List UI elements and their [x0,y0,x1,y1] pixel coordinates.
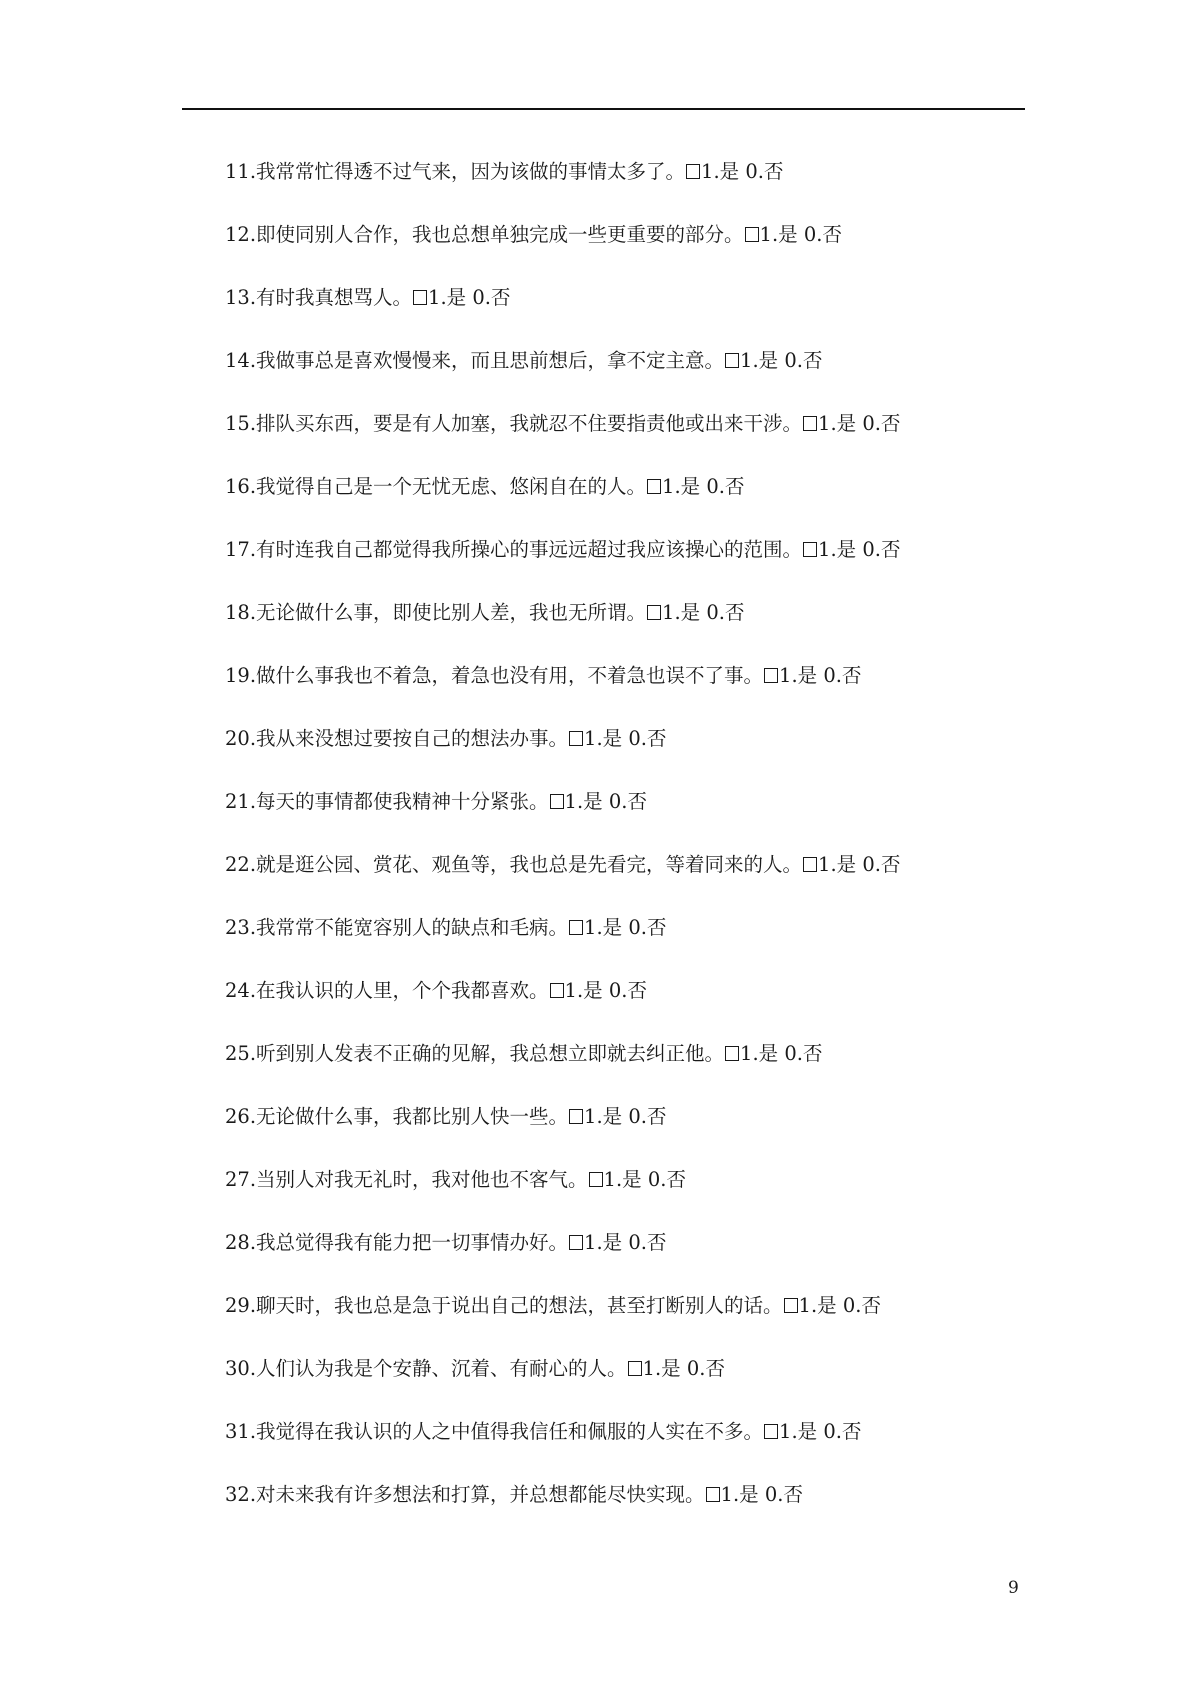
answer-checkbox[interactable] [628,1361,642,1376]
question-text: 我觉得自己是一个无忧无虑、悠闲自在的人。 [256,475,647,498]
answer-checkbox[interactable] [745,227,759,242]
question-item [225,538,1075,601]
option-yes: 1.是 [740,349,779,372]
answer-checkbox[interactable] [569,920,583,935]
question-number: 13. [225,286,257,309]
question-item [225,349,1075,412]
option-no: 0.否 [842,1294,881,1317]
answer-checkbox[interactable] [803,857,817,872]
answer-checkbox[interactable] [686,164,700,179]
question-text: 聊天时，我也总是急于说出自己的想法，甚至打断别人的话。 [256,1294,783,1317]
question-number: 18. [225,601,257,624]
option-yes: 1.是 [584,1231,623,1254]
option-yes: 1.是 [584,916,623,939]
header-rule [182,108,1025,110]
answer-checkbox[interactable] [803,542,817,557]
option-no: 0.否 [608,979,647,1002]
option-no: 0.否 [686,1357,725,1380]
option-yes: 1.是 [662,475,701,498]
option-yes: 1.是 [818,853,857,876]
option-yes: 1.是 [798,1294,837,1317]
question-item [225,853,1075,916]
option-no: 0.否 [862,853,901,876]
option-no: 0.否 [823,664,862,687]
question-text: 当别人对我无礼时，我对他也不客气。 [256,1168,588,1191]
question-text: 即使同别人合作，我也总想单独完成一些更重要的部分。 [256,223,744,246]
question-number: 32. [225,1483,257,1506]
question-item [225,1420,1075,1483]
question-item [225,1294,1075,1357]
page-number: 9 [1008,1578,1019,1598]
option-yes: 1.是 [642,1357,681,1380]
question-text: 排队买东西，要是有人加塞，我就忍不住要指责他或出来干涉。 [256,412,803,435]
question-item [225,1231,1075,1294]
option-no: 0.否 [745,160,784,183]
answer-checkbox[interactable] [569,1109,583,1124]
option-no: 0.否 [803,223,842,246]
question-number: 26. [225,1105,257,1128]
answer-checkbox[interactable] [589,1172,603,1187]
question-number: 11. [225,160,257,183]
answer-checkbox[interactable] [550,983,564,998]
option-no: 0.否 [628,727,667,750]
question-item [225,1105,1075,1168]
answer-checkbox[interactable] [569,731,583,746]
question-item [225,1168,1075,1231]
answer-checkbox[interactable] [784,1298,798,1313]
question-text: 在我认识的人里，个个我都喜欢。 [256,979,549,1002]
question-item [225,601,1075,664]
answer-checkbox[interactable] [725,353,739,368]
question-item [225,664,1075,727]
question-number: 24. [225,979,257,1002]
answer-checkbox[interactable] [803,416,817,431]
option-yes: 1.是 [564,979,603,1002]
question-number: 20. [225,727,257,750]
question-text: 每天的事情都使我精神十分紧张。 [256,790,549,813]
question-number: 30. [225,1357,257,1380]
question-number: 17. [225,538,257,561]
option-no: 0.否 [706,601,745,624]
question-item [225,223,1075,286]
question-text: 我做事总是喜欢慢慢来，而且思前想后，拿不定主意。 [256,349,725,372]
question-text: 对未来我有许多想法和打算，并总想都能尽快实现。 [256,1483,705,1506]
question-number: 29. [225,1294,257,1317]
option-no: 0.否 [628,916,667,939]
question-text: 我总觉得我有能力把一切事情办好。 [256,1231,569,1254]
option-no: 0.否 [628,1105,667,1128]
question-number: 22. [225,853,257,876]
option-no: 0.否 [862,538,901,561]
option-yes: 1.是 [662,601,701,624]
answer-checkbox[interactable] [413,290,427,305]
option-yes: 1.是 [564,790,603,813]
question-item [225,286,1075,349]
question-number: 27. [225,1168,257,1191]
question-text: 有时我真想骂人。 [256,286,413,309]
answer-checkbox[interactable] [647,479,661,494]
answer-checkbox[interactable] [550,794,564,809]
question-text: 我常常不能宽容别人的缺点和毛病。 [256,916,569,939]
question-text: 我常常忙得透不过气来，因为该做的事情太多了。 [256,160,686,183]
option-yes: 1.是 [779,1420,818,1443]
question-item [225,1357,1075,1420]
question-number: 28. [225,1231,257,1254]
question-number: 12. [225,223,257,246]
question-item [225,1483,1075,1546]
option-no: 0.否 [706,475,745,498]
option-no: 0.否 [784,1042,823,1065]
option-yes: 1.是 [603,1168,642,1191]
option-yes: 1.是 [818,538,857,561]
question-text: 我从来没想过要按自己的想法办事。 [256,727,569,750]
option-yes: 1.是 [584,727,623,750]
question-item [225,727,1075,790]
question-item [225,979,1075,1042]
question-list [225,160,1075,1546]
question-item [225,1042,1075,1105]
question-item [225,412,1075,475]
option-no: 0.否 [608,790,647,813]
question-number: 21. [225,790,257,813]
question-number: 19. [225,664,257,687]
option-yes: 1.是 [428,286,467,309]
answer-checkbox[interactable] [725,1046,739,1061]
answer-checkbox[interactable] [764,668,778,683]
question-item [225,790,1075,853]
option-no: 0.否 [647,1168,686,1191]
question-item [225,160,1075,223]
question-text: 无论做什么事，我都比别人快一些。 [256,1105,569,1128]
option-yes: 1.是 [584,1105,623,1128]
question-number: 25. [225,1042,257,1065]
option-yes: 1.是 [779,664,818,687]
question-text: 就是逛公园、赏花、观鱼等，我也总是先看完，等着同来的人。 [256,853,803,876]
option-no: 0.否 [784,349,823,372]
option-yes: 1.是 [720,1483,759,1506]
question-number: 14. [225,349,257,372]
option-no: 0.否 [862,412,901,435]
option-yes: 1.是 [818,412,857,435]
question-number: 15. [225,412,257,435]
question-text: 无论做什么事，即使比别人差，我也无所谓。 [256,601,647,624]
option-yes: 1.是 [701,160,740,183]
option-no: 0.否 [823,1420,862,1443]
question-number: 31. [225,1420,257,1443]
answer-checkbox[interactable] [764,1424,778,1439]
question-number: 23. [225,916,257,939]
option-no: 0.否 [472,286,511,309]
answer-checkbox[interactable] [647,605,661,620]
question-text: 人们认为我是个安静、沉着、有耐心的人。 [256,1357,627,1380]
question-text: 做什么事我也不着急，着急也没有用，不着急也误不了事。 [256,664,764,687]
option-yes: 1.是 [740,1042,779,1065]
answer-checkbox[interactable] [706,1487,720,1502]
question-item [225,475,1075,538]
answer-checkbox[interactable] [569,1235,583,1250]
question-item [225,916,1075,979]
option-yes: 1.是 [759,223,798,246]
option-no: 0.否 [628,1231,667,1254]
option-no: 0.否 [764,1483,803,1506]
question-text: 我觉得在我认识的人之中值得我信任和佩服的人实在不多。 [256,1420,764,1443]
question-text: 听到别人发表不正确的见解，我总想立即就去纠正他。 [256,1042,725,1065]
question-number: 16. [225,475,257,498]
question-text: 有时连我自己都觉得我所操心的事远远超过我应该操心的范围。 [256,538,803,561]
